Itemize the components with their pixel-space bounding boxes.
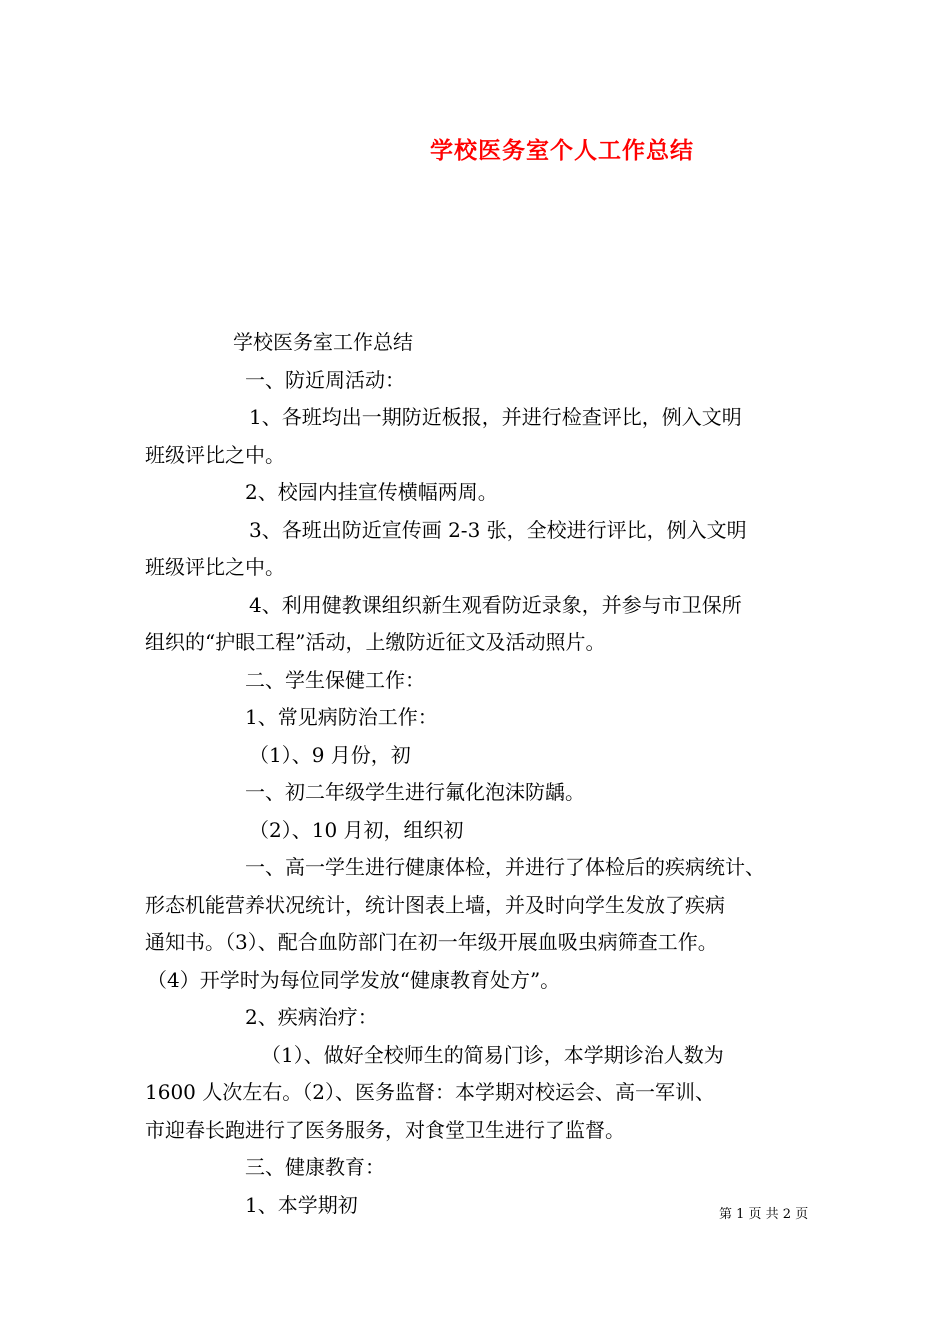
- paragraph-line: 一、高一学生进行健康体检，并进行了体检后的疾病统计、: [245, 855, 765, 879]
- paragraph-line: 一、防近周活动：: [245, 367, 405, 392]
- paragraph-line: 1、常见病防治工作：: [245, 705, 438, 729]
- paragraph-line: 4、利用健教课组织新生观看防近录象，并参与市卫保所: [249, 592, 742, 617]
- paragraph-line: 形态机能营养状况统计，统计图表上墙，并及时向学生发放了疾病: [145, 892, 725, 917]
- paragraph-line: 组织的“护眼工程”活动，上缴防近征文及活动照片。: [145, 630, 606, 654]
- paragraph-line: 通知书。（3）、配合血防部门在初一年级开展血吸虫病筛查工作。: [145, 930, 718, 954]
- paragraph-line: 1、本学期初: [245, 1192, 358, 1217]
- paragraph-line: （4）开学时为每位同学发放“健康教育处方”。: [147, 967, 561, 992]
- paragraph-line: （1）、9 月份，初: [249, 742, 411, 767]
- document-title: 学校医务室个人工作总结: [430, 137, 694, 164]
- paragraph-line: 3、各班出防近宣传画 2-3 张，全校进行评比，例入文明: [249, 517, 747, 542]
- paragraph-line: 2、校园内挂宣传横幅两周。: [245, 480, 498, 504]
- paragraph-line: 一、初二年级学生进行氟化泡沫防龋。: [245, 780, 585, 804]
- document-body: [145, 324, 810, 1224]
- page-number: 第 1 页 共 2 页: [719, 1207, 809, 1222]
- paragraph-line: （2）、10 月初，组织初: [249, 817, 464, 842]
- section-heading: 学校医务室工作总结: [233, 330, 413, 354]
- paragraph-line: 班级评比之中。: [145, 555, 285, 579]
- paragraph-line: 2、疾病治疗：: [245, 1005, 378, 1029]
- paragraph-line: （1）、做好全校师生的简易门诊，本学期诊治人数为: [261, 1042, 724, 1067]
- paragraph-line: 1600 人次左右。（2）、医务监督：本学期对校运会、高一军训、: [145, 1080, 715, 1104]
- paragraph-line: 1、各班均出一期防近板报，并进行检查评比，例入文明: [249, 405, 742, 429]
- paragraph-line: 三、健康教育：: [245, 1155, 385, 1179]
- paragraph-line: 市迎春长跑进行了医务服务，对食堂卫生进行了监督。: [145, 1117, 625, 1142]
- paragraph-line: 班级评比之中。: [145, 442, 285, 467]
- paragraph-line: 二、学生保健工作：: [245, 667, 425, 692]
